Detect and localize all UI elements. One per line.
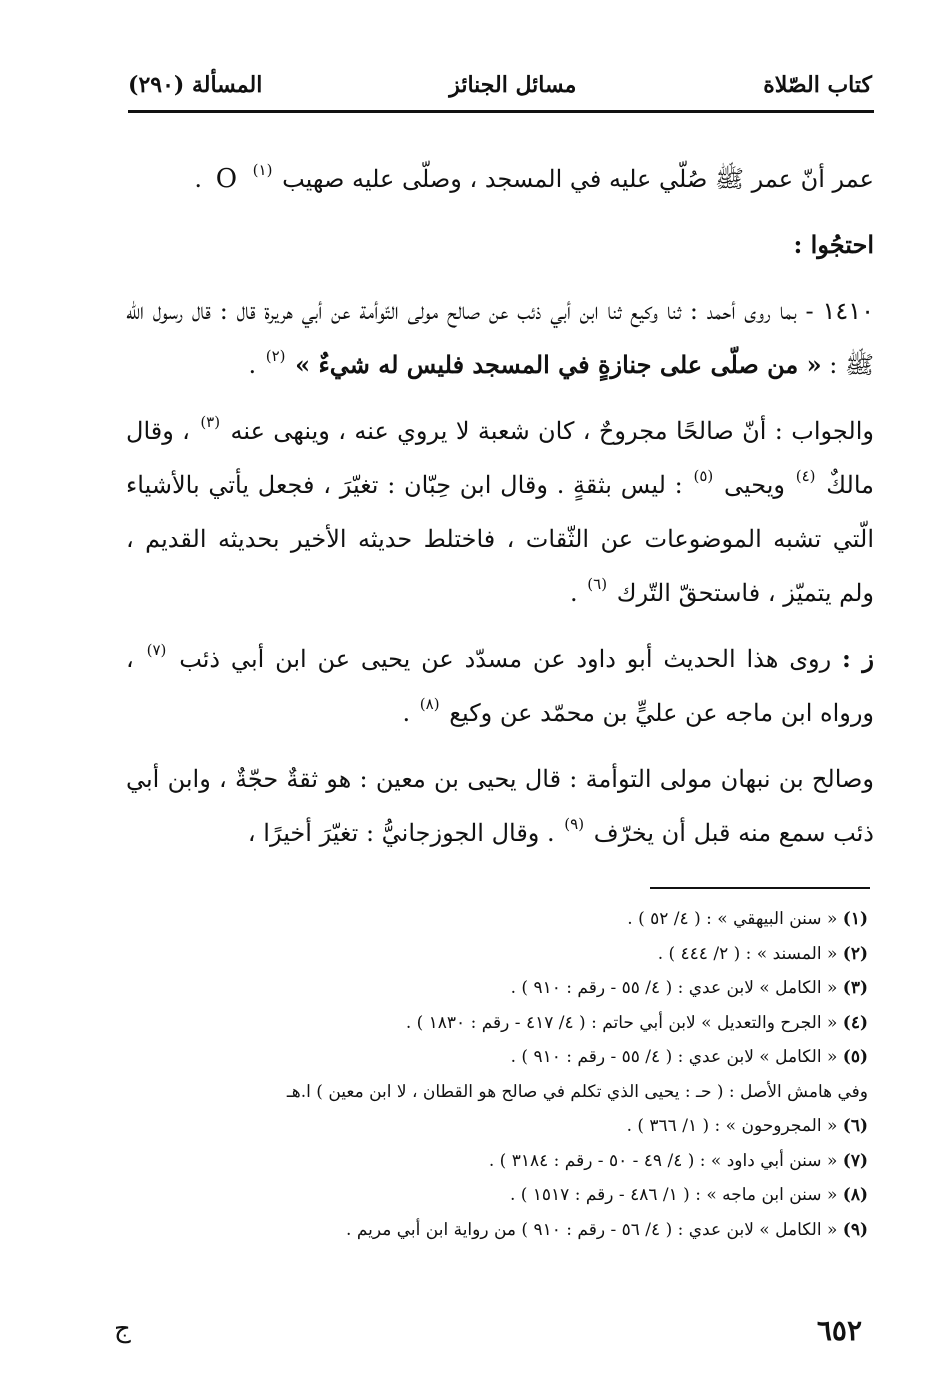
- footnote-text: « سنن البيهقي » : ( ٤/ ٥٢ ) .: [627, 909, 838, 929]
- footnote-number: (٥): [842, 1047, 868, 1067]
- footnote-ref: (٣): [200, 413, 221, 431]
- section-end-circle-icon: O: [215, 164, 238, 194]
- header-issue-number: المسألة (٢٩٠): [128, 72, 263, 98]
- footnote-number: (٧): [842, 1150, 868, 1171]
- paragraph-salih: [126, 752, 874, 860]
- paragraph-text: ويحيى: [723, 471, 785, 499]
- footnote-text: « المجروحون » : ( ١/ ٣٦٦ ) .: [626, 1116, 838, 1136]
- running-header: [128, 66, 872, 104]
- paragraph-intro: [126, 152, 874, 206]
- paragraph-heading-argued: [126, 218, 874, 272]
- footnote-number: (٦): [842, 1116, 868, 1136]
- footnote-text: « سنن أبي داود » : ( ٤/ ٤٩ - ٥٠ - رقم : ٣١٨٤ ) .: [488, 1150, 838, 1171]
- footnote-text: « المسند » : ( ٢/ ٤٤٤ ) .: [657, 943, 838, 964]
- paragraph-zay: [126, 632, 874, 740]
- footnote-ref: (٤): [795, 467, 816, 485]
- signature-mark: ج: [114, 1314, 131, 1344]
- footnote-text: « الكامل » لابن عدي : ( ٤/ ٥٥ - رقم : ٩١٠ ) .: [510, 1047, 838, 1067]
- hadith-quote: « من صلّى على جنازةٍ في المسجد فليس له شيءٌ »: [295, 350, 822, 379]
- footnote-number: (٨): [842, 1185, 868, 1205]
- footnote-number: (١): [842, 909, 868, 929]
- footnote-ref: (٨): [419, 695, 440, 713]
- footnote-ref: (٥): [693, 467, 714, 485]
- footnote-item: [110, 1040, 868, 1075]
- period: .: [248, 351, 257, 379]
- paragraph-answer: [126, 404, 874, 620]
- paragraph-text: ١٤١٠ - بما روى أحمد : ثنا وكيع ثنا ابن أبي ذئب عن صالح مولى التّوأمة عن أبي هريرة قال : قال رسول الله ﷺ :: [126, 297, 874, 379]
- footnote-ref: (١): [252, 161, 273, 179]
- footnotes: [110, 902, 868, 1247]
- period: .: [569, 579, 578, 607]
- main-text: [126, 152, 874, 860]
- footnote-item: [110, 902, 868, 937]
- header-divider: [128, 110, 874, 113]
- period: .: [402, 699, 411, 727]
- footnote-divider: [650, 887, 870, 889]
- footnote-item: [110, 1144, 868, 1179]
- paragraph-text: ، وقال مالكٌ: [126, 417, 874, 499]
- footnote-text: « الكامل » لابن عدي : ( ٤/ ٥٥ - رقم : ٩١٠ ) .: [510, 978, 838, 998]
- footnote-number: (٤): [842, 1012, 868, 1033]
- period: .: [194, 165, 203, 193]
- paragraph-hadith-1410: [126, 284, 874, 392]
- footnote-ref: (٢): [265, 347, 286, 365]
- footnote-number: (٩): [842, 1219, 868, 1240]
- footnote-text: « الكامل » لابن عدي : ( ٤/ ٥٦ - رقم : ٩١٠ ) من رواية ابن أبي مريم .: [346, 1219, 838, 1240]
- footnote-text: « الجرح والتعديل » لابن أبي حاتم : ( ٤/ ٤١٧ - رقم : ١٨٣٠ ) .: [405, 1012, 838, 1033]
- zay-marker: ز :: [842, 644, 874, 673]
- paragraph-text: والجواب : أنّ صالحًا مجروحٌ ، كان شعبة لا يروي عنه ، وينهى عنه: [230, 417, 874, 445]
- heading-text: احتجُوا :: [793, 230, 874, 259]
- footnote-ref: (٩): [564, 815, 585, 833]
- footnote-item: [110, 971, 868, 1006]
- header-chapter-title: مسائل الجنائز: [449, 72, 577, 98]
- footnote-number: (٣): [842, 978, 868, 998]
- footnote-text: « سنن ابن ماجه » : ( ١/ ٤٨٦ - رقم : ١٥١٧ ) .: [509, 1185, 838, 1205]
- footnote-ref: (٧): [146, 641, 167, 659]
- paragraph-text: روى هذا الحديث أبو داود عن مسدّد عن يحيى عن ابن أبي ذئب: [179, 645, 832, 673]
- paragraph-text: : ليس بثقةٍ . وقال ابن حِبّان : تغيّرَ ، فجعل يأتي بالأشياء الّتي تشبه الموضوعات عن الثّقات ، فاختلط حديثه الأخير بحديثه القديم ، ولم يتميّز ، فاستحقّ التّرك: [126, 471, 874, 607]
- paragraph-text: ، ورواه ابن ماجه عن عليٍّ بن محمّد عن وكيع: [126, 645, 874, 727]
- header-book-title: كتاب الصّلاة: [763, 72, 872, 98]
- footnote-item: [110, 1109, 868, 1144]
- footnote-item: [110, 1213, 868, 1248]
- footnote-text: وفي هامش الأصل : ( حـ : يحيى الذي تكلم في صالح هو القطان ، لا ابن معين ) ا.هـ: [286, 1081, 868, 1102]
- paragraph-text: . وقال الجوزجانيُّ : تغيّرَ أخيرًا ،: [247, 819, 555, 847]
- footnote-item: [110, 1006, 868, 1041]
- paragraph-text: وصالح بن نبهان مولى التوأمة : قال يحيى بن معين : هو ثقةٌ حجّةٌ ، وابن أبي ذئب سمع منه قبل أن يخرّف: [126, 765, 874, 847]
- footnote-number: (٢): [842, 943, 868, 964]
- footnote-item: [110, 937, 868, 972]
- footnote-item: [110, 1178, 868, 1213]
- paragraph-text: عمر أنّ عمر ﷺ صُلّي عليه في المسجد ، وصلّى عليه صهيب: [282, 165, 874, 193]
- page-number: ٦٥٢: [816, 1314, 862, 1347]
- footnote-margin-note: [110, 1075, 868, 1110]
- footnote-ref: (٦): [587, 575, 608, 593]
